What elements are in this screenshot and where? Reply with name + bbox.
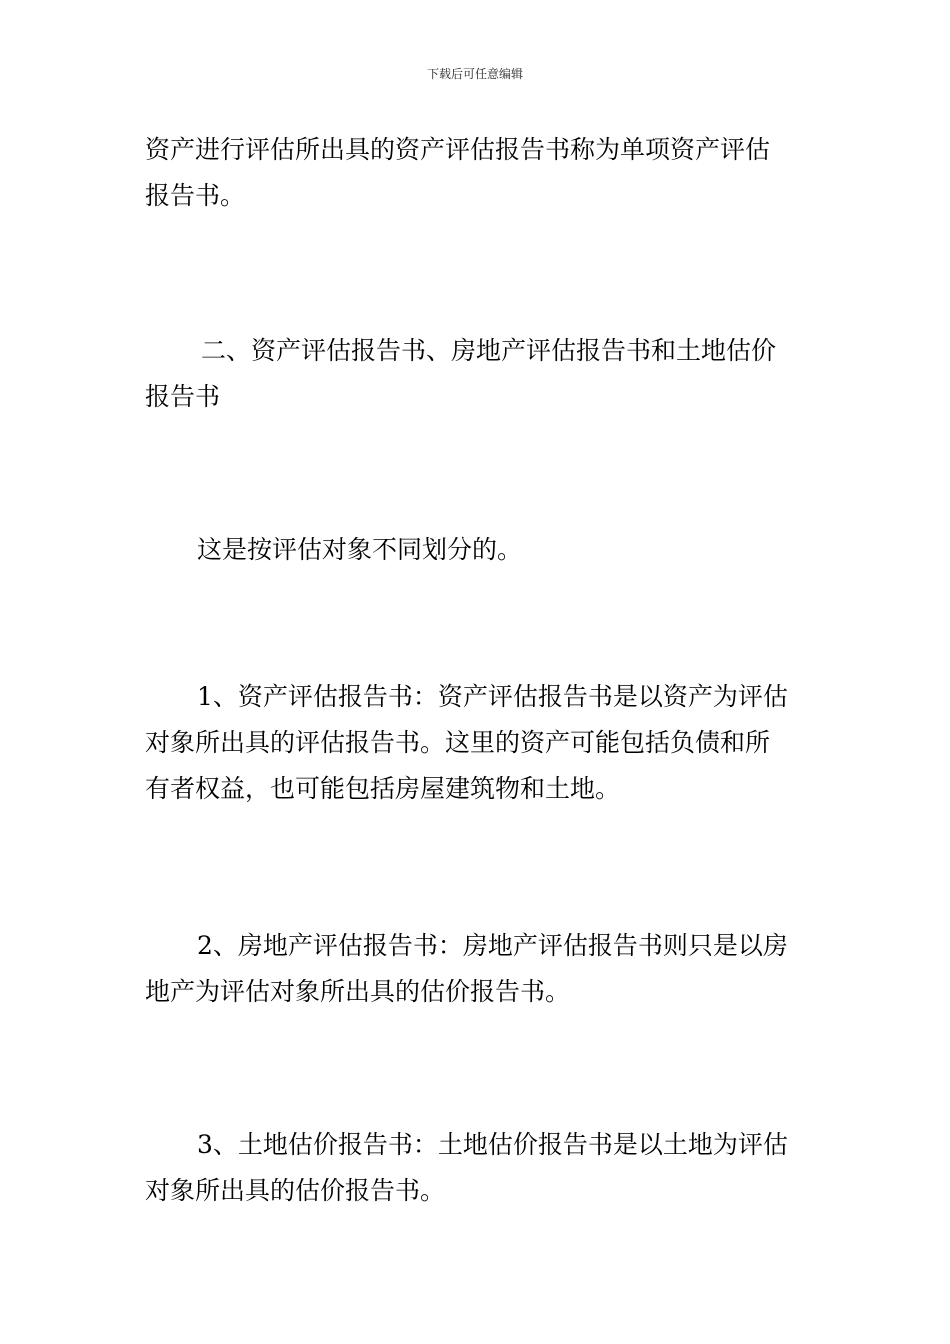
- paragraph-line: 这是按评估对象不同划分的。: [197, 535, 523, 564]
- heading-line: 报告书: [145, 382, 221, 411]
- paragraph-line: 地产为评估对象所出具的估价报告书。: [145, 977, 571, 1006]
- paragraph-classification-note: [145, 527, 810, 573]
- paragraph-line: 2、房地产评估报告书：房地产评估报告书则只是以房: [197, 931, 788, 960]
- paragraph-single-asset-report: [145, 127, 810, 219]
- paragraph-line: 有者权益，也可能包括房屋建筑物和土地。: [145, 774, 621, 803]
- paragraph-line: 资产进行评估所出具的资产评估报告书称为单项资产评估: [145, 135, 771, 164]
- page-header: 下载后可任意编辑: [426, 67, 523, 81]
- paragraph-item-2-real-estate-report: [145, 923, 810, 1015]
- paragraph-item-1-asset-report: [145, 674, 810, 812]
- heading-line: 二、资产评估报告书、房地产评估报告书和土地估价: [201, 336, 777, 365]
- paragraph-line: 3、土地估价报告书：土地估价报告书是以土地为评估: [197, 1130, 788, 1159]
- paragraph-line: 报告书。: [145, 181, 246, 210]
- section-heading-two: [145, 328, 810, 420]
- paragraph-line: 对象所出具的评估报告书。这里的资产可能包括负债和所: [145, 728, 771, 757]
- paragraph-line: 对象所出具的估价报告书。: [145, 1176, 446, 1205]
- paragraph-line: 1、资产评估报告书：资产评估报告书是以资产为评估: [197, 682, 788, 711]
- paragraph-item-3-land-report: [145, 1122, 810, 1214]
